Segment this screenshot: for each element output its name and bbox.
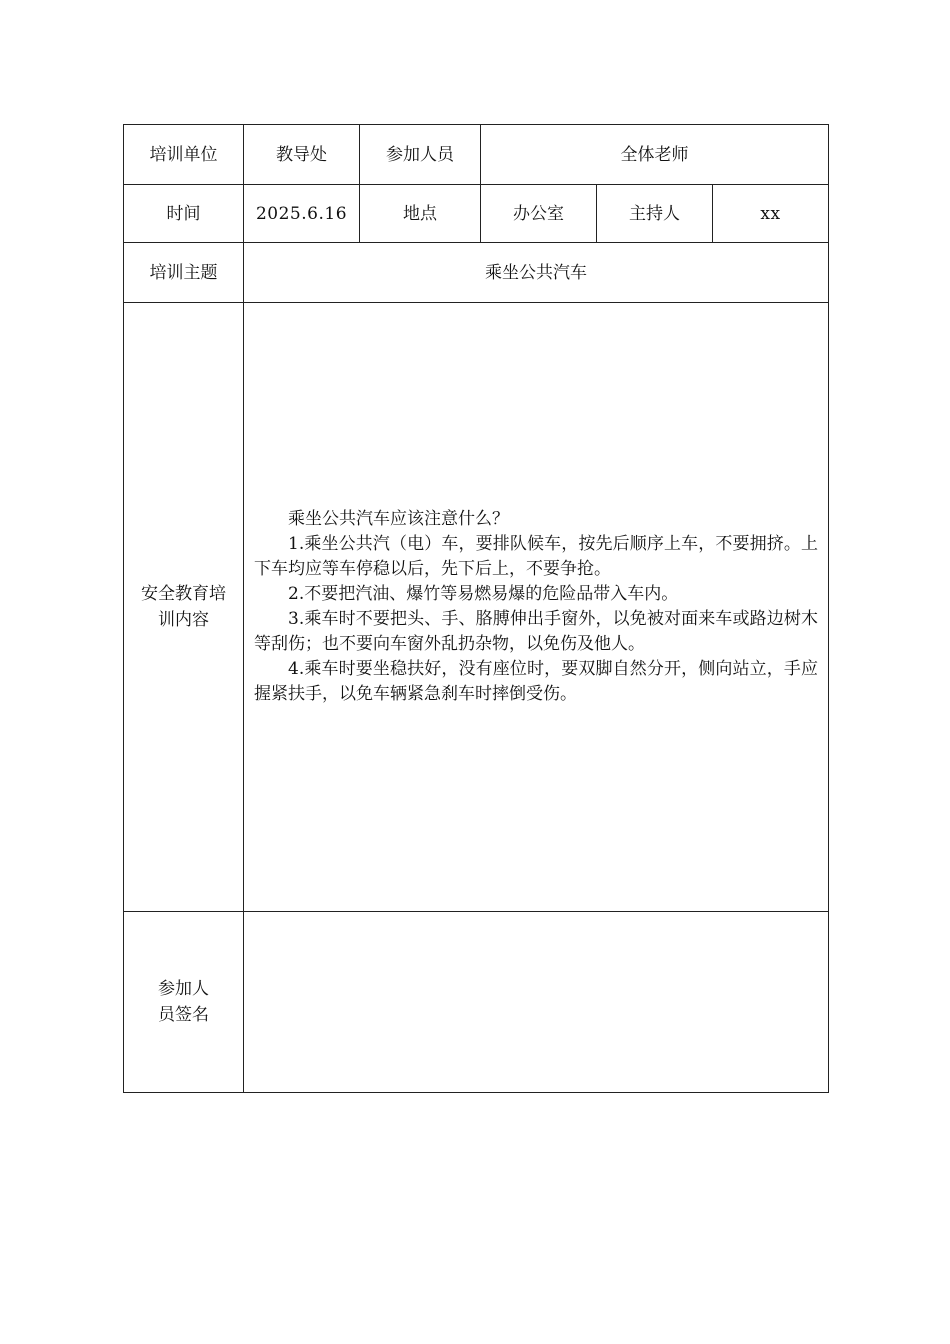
- content-label: 安全教育培训内容: [141, 584, 226, 630]
- training-topic-value: 乘坐公共汽车: [244, 243, 829, 303]
- content-paragraph: 3.乘车时不要把头、手、胳膊伸出手窗外，以免被对面来车或路边树木等刮伤；也不要向车窗外乱扔杂物，以免伤及他人。: [254, 609, 818, 654]
- training-unit-value: 教导处: [244, 125, 360, 185]
- table-row: [124, 125, 829, 185]
- signature-label: 参加人员签名: [158, 979, 209, 1025]
- host-label: 主持人: [597, 185, 713, 243]
- signature-label-cell: [124, 912, 244, 1093]
- table-row: [124, 185, 829, 243]
- place-value: 办公室: [481, 185, 597, 243]
- training-topic-label: 培训主题: [124, 243, 244, 303]
- participants-value: 全体老师: [481, 125, 829, 185]
- table-row: [124, 912, 829, 1093]
- training-unit-label: 培训单位: [124, 125, 244, 185]
- table-row: [124, 303, 829, 912]
- content-paragraph: 4.乘车时要坐稳扶好，没有座位时，要双脚自然分开，侧向站立，手应握紧扶手，以免车辆紧急刹车时摔倒受伤。: [254, 659, 818, 704]
- table-row: [124, 243, 829, 303]
- training-record-table: [123, 124, 829, 1093]
- place-label: 地点: [360, 185, 481, 243]
- host-value: xx: [713, 185, 829, 243]
- content-paragraph: 2.不要把汽油、爆竹等易燃易爆的危险品带入车内。: [288, 584, 679, 604]
- time-label: 时间: [124, 185, 244, 243]
- signature-area[interactable]: [244, 912, 829, 1093]
- content-paragraph: 1.乘坐公共汽（电）车，要排队候车，按先后顺序上车，不要拥挤。上下车均应等车停稳以后，先下后上，不要争抢。: [254, 534, 818, 579]
- content-label-cell: [124, 303, 244, 912]
- content-cell: [244, 303, 829, 912]
- training-content: [244, 507, 828, 707]
- content-paragraph: 乘坐公共汽车应该注意什么？: [288, 509, 509, 529]
- participants-label: 参加人员: [360, 125, 481, 185]
- time-value: 2025.6.16: [244, 185, 360, 243]
